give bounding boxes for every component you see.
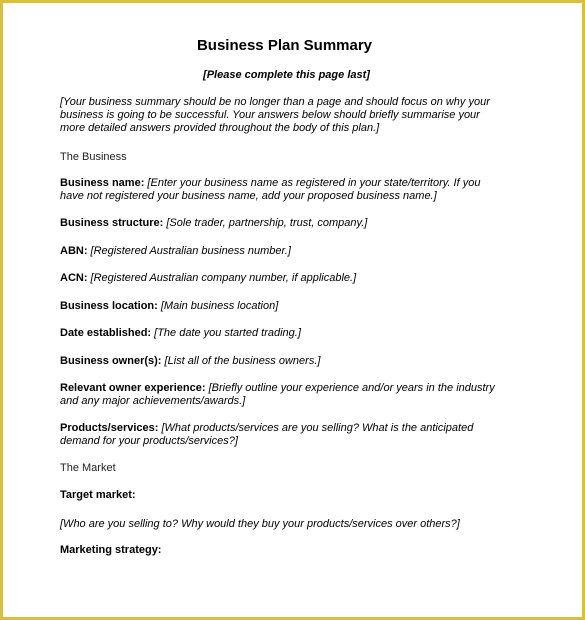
field-label: Products/services: — [60, 422, 159, 434]
field-target-market-description — [60, 518, 505, 531]
field-value: [The date you started trading.] — [151, 327, 301, 339]
document-subtitle: [Please complete this page last] — [203, 69, 370, 81]
field-business-structure — [60, 217, 505, 230]
field-value: [Briefly outline your experience and/or years in the industry and any major achievements/awards.] — [60, 382, 495, 407]
field-target-market — [60, 489, 505, 502]
field-products-services — [60, 422, 505, 447]
field-value: [Registered Australian company number, if applicable.] — [87, 272, 357, 284]
field-label: Business structure: — [60, 217, 164, 229]
document-title: Business Plan Summary — [196, 37, 373, 54]
intro-paragraph: [Your business summary should be no longer than a page and should focus on why your business is going to be successful. Your answers below should briefly summarise your more detailed answers provided throughout the body of this plan.] — [60, 96, 490, 134]
section-heading-market: The Market — [60, 462, 116, 474]
field-label: Date established: — [60, 327, 152, 339]
field-abn — [60, 245, 505, 258]
field-acn — [60, 272, 505, 285]
field-label: ACN: — [60, 272, 88, 284]
field-value: [Sole trader, partnership, trust, company.] — [163, 217, 368, 229]
field-value: [Registered Australian business number.] — [87, 244, 291, 257]
field-value: [List all of the business owners.] — [161, 354, 321, 367]
field-label: Marketing strategy: — [60, 544, 162, 556]
field-value: [Enter your business name as registered in your state/territory. If you have not registered your business name, add your proposed business name.] — [60, 177, 481, 202]
section-heading-business: The Business — [60, 151, 127, 163]
field-label: Relevant owner experience: — [60, 382, 206, 394]
field-value: [What products/services are you selling? What is the anticipated demand for your products/services?] — [60, 422, 474, 447]
field-business-owners — [60, 355, 505, 368]
field-owner-experience — [60, 382, 505, 407]
field-marketing-strategy — [60, 544, 505, 557]
field-label: ABN: — [60, 244, 88, 257]
field-value: [Main business location] — [157, 299, 279, 312]
field-date-established — [60, 327, 505, 340]
field-label: Business location: — [60, 299, 158, 312]
field-business-location — [60, 300, 505, 313]
document-frame — [3, 3, 582, 617]
document-page — [60, 37, 505, 557]
field-label: Business owner(s): — [60, 354, 162, 367]
field-business-name — [60, 177, 505, 202]
field-label: Business name: — [60, 177, 145, 189]
field-value: [Who are you selling to? Why would they buy your products/services over others?] — [60, 517, 460, 530]
field-label: Target market: — [60, 489, 136, 501]
